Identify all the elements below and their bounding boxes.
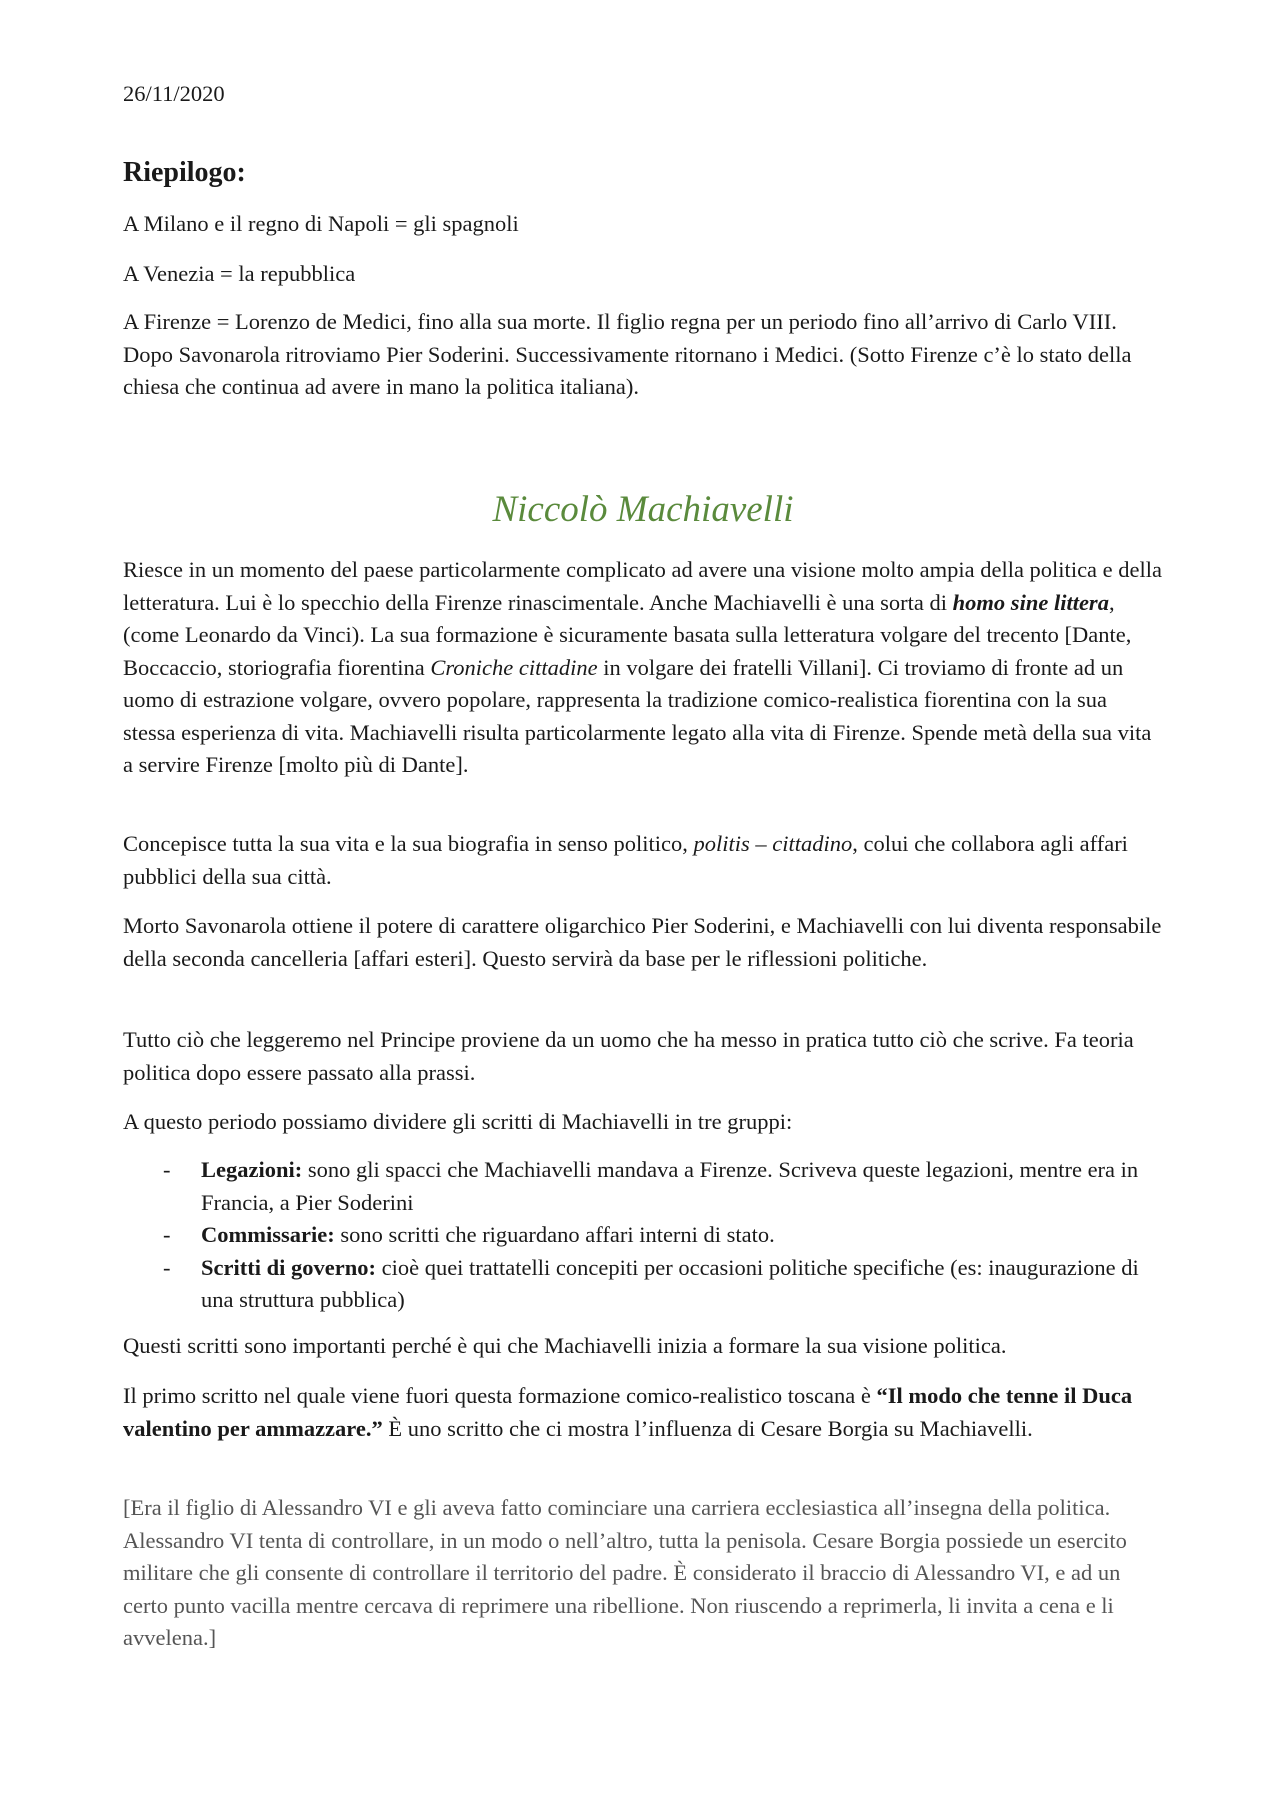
bullet-dash: - bbox=[163, 1157, 171, 1182]
list-item-commissarie bbox=[123, 1219, 1163, 1252]
paragraph-politico bbox=[123, 828, 1163, 893]
desc-legazioni: sono gli spacci che Machiavelli mandava a Firenze. Scriveva queste legazioni, mentre era in Francia, a Pier Soderini bbox=[201, 1157, 1139, 1215]
paragraph-soderini: Morto Savonarola ottiene il potere di carattere oligarchico Pier Soderini, e Machiavelli con lui diventa responsabile della seconda cancelleria [affari esteri]. Questo servirà da base per le riflessioni politiche. bbox=[123, 913, 1162, 971]
term-governo: Scritti di governo: bbox=[201, 1254, 376, 1280]
para2-text-a: Concepisce tutta la sua vita e la sua biografia in senso politico, bbox=[123, 831, 694, 856]
scritti-list bbox=[123, 1154, 1163, 1317]
para1-text-a: Riesce in un momento del paese particolarmente complicato ad avere una visione molto ampia della politica e della letteratura. Lui è lo specchio della Firenze rinascimentale. Anche Machiavelli è una sorta di bbox=[123, 557, 1162, 615]
para1-homo-sine-littera: homo sine littera bbox=[952, 589, 1109, 615]
paragraph-duca bbox=[123, 1380, 1163, 1445]
riepilogo-venezia: A Venezia = la repubblica bbox=[123, 261, 356, 286]
para2-text-c: , colui che collabora agli affari pubblici della sua città. bbox=[123, 831, 1128, 889]
riepilogo-firenze: A Firenze = Lorenzo de Medici, fino alla sua morte. Il figlio regna per un periodo fino all’arrivo di Carlo VIII. Dopo Savonarola ritroviamo Pier Soderini. Successivamente ritornano i Medici. (Sotto Firenze c’è lo stato della chiesa che continua ad avere in mano la politica italiana). bbox=[123, 309, 1132, 399]
riepilogo-heading: Riepilogo: bbox=[123, 157, 246, 188]
list-item-legazioni bbox=[123, 1154, 1163, 1219]
paragraph-note-borgia: [Era il figlio di Alessandro VI e gli aveva fatto cominciare una carriera ecclesiastica all’insegna della politica. Alessandro VI tenta di controllare, in un modo o nell’altro, tutta la penisola. Cesare Borgia possiede un esercito militare che gli consente di controllare il territorio del padre. È considerato il braccio di Alessandro VI, e ad un certo punto vacilla mentre cercava di reprimere una ribellione. Non riuscendo a reprimerla, li invita a cena e li avvelena.] bbox=[123, 1495, 1127, 1650]
bullet-dash: - bbox=[163, 1254, 171, 1280]
para7-text-a: Il primo scritto nel quale viene fuori questa formazione comico-realistico toscana è bbox=[123, 1383, 877, 1408]
paragraph-principe: Tutto ciò che leggeremo nel Principe proviene da un uomo che ha messo in pratica tutto ciò che scrive. Fa teoria politica dopo essere passato alla prassi. bbox=[123, 1027, 1134, 1085]
para1-text-c: , (come Leonardo da Vinci). La sua formazione è sicuramente basata sulla letteratura volgare del trecento [Dante, Boccaccio, storiografia fiorentina bbox=[123, 589, 1132, 680]
term-legazioni: Legazioni: bbox=[201, 1157, 303, 1182]
section-title: Niccolò Machiavelli bbox=[492, 489, 794, 530]
riepilogo-milano: A Milano e il regno di Napoli = gli spagnoli bbox=[123, 211, 519, 236]
para1-text-e: in volgare dei fratelli Villani]. Ci troviamo di fronte ad un uomo di estrazione volgare, ovvero popolare, rappresenta la tradizione comico-realistica fiorentina con la sua stessa esperienza di vita. Machiavelli risulta particolarmente legato alla vita di Firenze. Spende metà della sua vita a servire Firenze [molto più di Dante]. bbox=[123, 654, 1152, 777]
paragraph-intro bbox=[123, 554, 1163, 782]
desc-commissarie: sono scritti che riguardano affari interni di stato. bbox=[334, 1222, 775, 1247]
para1-croniche: Croniche cittadine bbox=[430, 654, 598, 680]
date: 26/11/2020 bbox=[123, 81, 225, 106]
bullet-dash: - bbox=[163, 1222, 171, 1247]
term-commissarie: Commissarie: bbox=[201, 1222, 335, 1247]
para7-title-bold: “Il modo che tenne il Duca valentino per ammazzare.” bbox=[123, 1383, 1133, 1441]
list-item-governo bbox=[123, 1252, 1163, 1317]
desc-governo: cioè quei trattatelli concepiti per occasioni politiche specifiche (es: inaugurazione di una struttura pubblica) bbox=[201, 1254, 1139, 1312]
paragraph-gruppi: A questo periodo possiamo dividere gli scritti di Machiavelli in tre gruppi: bbox=[123, 1109, 793, 1134]
paragraph-visione: Questi scritti sono importanti perché è qui che Machiavelli inizia a formare la sua visione politica. bbox=[123, 1333, 1007, 1358]
para2-politis: politis – cittadino bbox=[693, 831, 853, 856]
para7-text-c: È uno scritto che ci mostra l’influenza di Cesare Borgia su Machiavelli. bbox=[382, 1415, 1033, 1441]
